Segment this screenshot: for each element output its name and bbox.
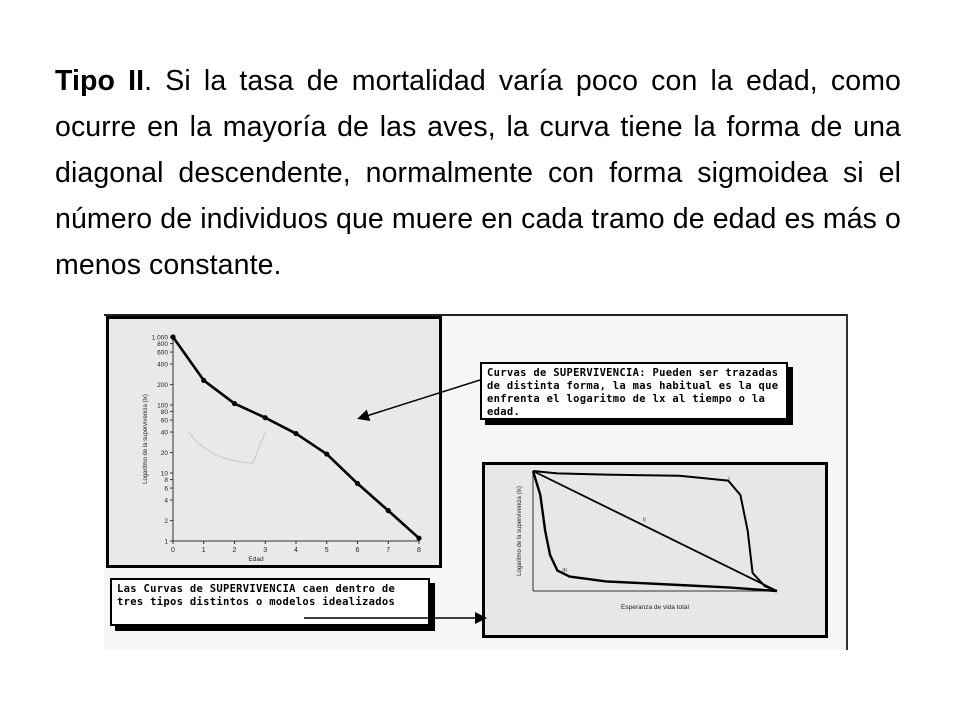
survival-point <box>355 481 360 486</box>
x-tick-label: 1 <box>201 547 206 554</box>
y-tick-label: 100 <box>157 402 168 410</box>
faint-curve <box>188 432 265 463</box>
y-tick-label: 2 <box>164 518 168 526</box>
y-tick-label: 8 <box>164 477 168 485</box>
x-tick-label: 6 <box>355 547 360 554</box>
survival-graph-types-svg <box>485 465 825 635</box>
survival-point <box>201 378 206 383</box>
type-curve-label: II <box>642 517 646 524</box>
y-tick-label: 1 <box>164 538 168 546</box>
y-tick-label: 200 <box>157 382 168 390</box>
y-tick-label: 10 <box>160 470 168 478</box>
callout-log-survival: Curvas de SUPERVIVENCIA: Pueden ser trazadas de distinta forma, la mas habitual es la que enfrenta el logaritmo de lx al tiempo o la edad. <box>480 362 788 420</box>
survival-curves-figure <box>104 314 848 650</box>
x-tick-label: 3 <box>263 547 268 554</box>
y-tick-label: 80 <box>160 409 168 417</box>
x-tick-label: 5 <box>324 547 329 554</box>
type-curve-label: III <box>562 567 567 574</box>
paragraph-bold-lead: Tipo II <box>55 65 145 97</box>
paragraph-text: . Si la tasa de mortalidad varía poco con la edad, como ocurre en la mayoría de las aves, la curva tiene la forma de una diagonal descendente, normalmente con forma sigmoidea si el número de individuos que muere en cada tramo de edad es más o menos constante. <box>55 65 901 281</box>
x-tick-label: 4 <box>294 547 298 554</box>
callout-three-types: Las Curvas de SUPERVIVENCIA caen dentro de tres tipos distintos o modelos idealizados <box>110 578 430 626</box>
description-paragraph <box>55 58 901 288</box>
survival-point <box>232 401 237 406</box>
y-tick-label: 4 <box>164 497 168 505</box>
figure-right-edge <box>846 314 848 650</box>
x-tick-label: 8 <box>417 547 421 554</box>
y-tick-label: 800 <box>157 341 168 349</box>
survival-point <box>416 536 421 541</box>
y-tick-label: 600 <box>157 349 168 357</box>
survival-graph-age <box>106 316 442 568</box>
x-tick-label: 7 <box>386 547 391 554</box>
survival-point <box>293 431 298 436</box>
x-tick-label: 0 <box>171 547 175 554</box>
y-axis-label: Logaritmo de la supervivencia (lx) <box>143 394 149 484</box>
survival-graph-types <box>482 462 828 638</box>
survival-point <box>170 334 175 339</box>
y-tick-label: 400 <box>157 361 168 369</box>
survival-line <box>173 337 419 538</box>
survival-point <box>324 451 329 456</box>
type-curve-label: I <box>728 476 730 483</box>
y-tick-label: 20 <box>160 450 168 458</box>
type-curve-2 <box>533 471 777 591</box>
y-tick-label: 1.000 <box>151 334 168 342</box>
survival-point <box>263 415 268 420</box>
x-axis-label: Edad <box>248 556 264 563</box>
y-tick-label: 60 <box>160 417 168 425</box>
x-tick-label: 2 <box>232 547 237 554</box>
y-tick-label: 40 <box>160 429 168 437</box>
x-axis-label: Esperanza de vida total <box>621 604 689 611</box>
y-tick-label: 6 <box>164 485 168 493</box>
survival-graph-age-svg <box>109 319 439 565</box>
y-axis-label: Logaritmo de la supervivencia (lx) <box>517 486 523 576</box>
survival-point <box>386 508 391 513</box>
